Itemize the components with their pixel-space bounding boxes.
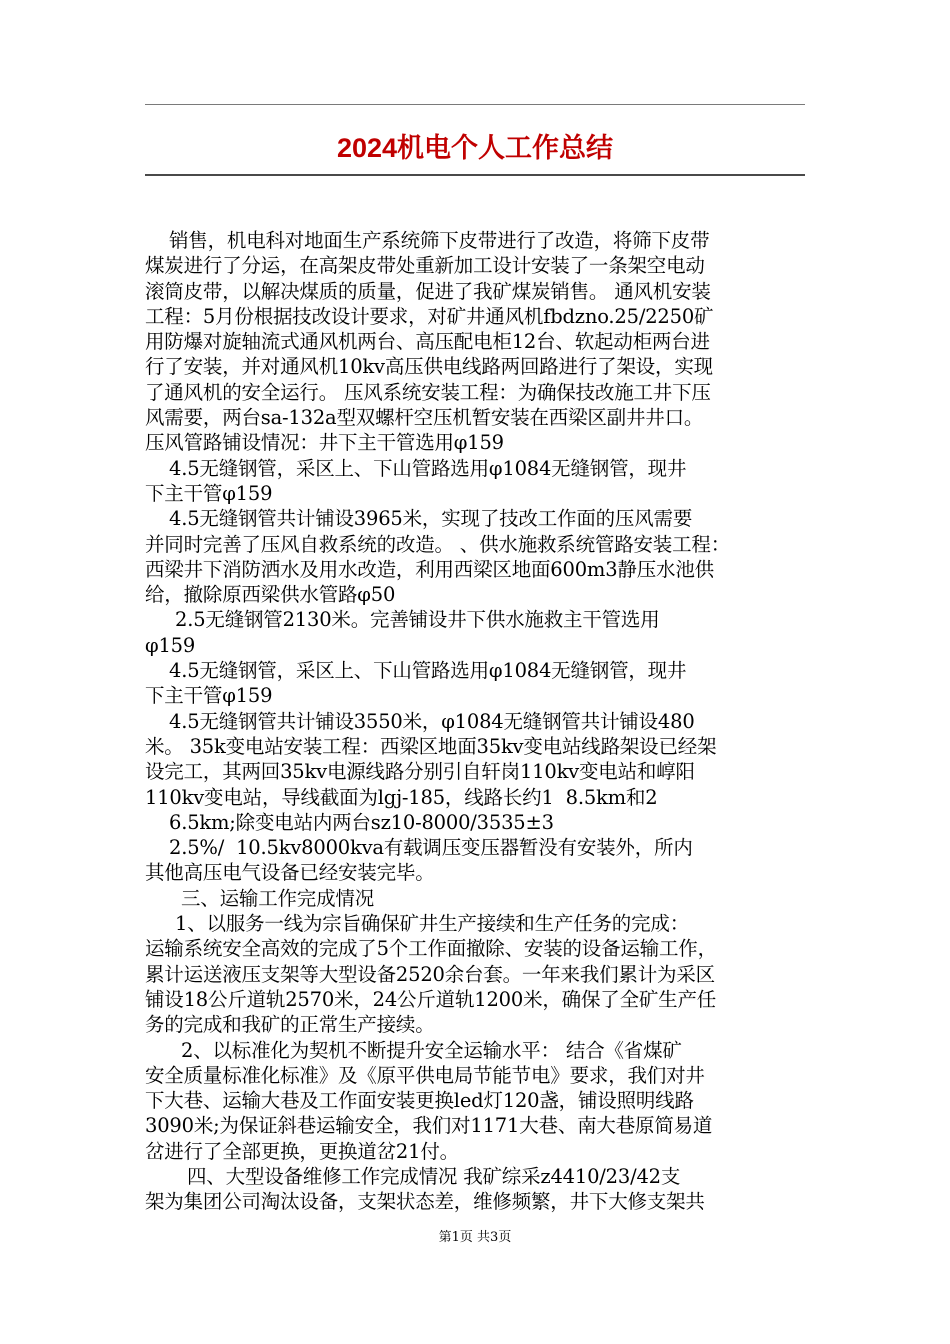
body-line: 给，撤除原西梁供水管路φ50: [145, 583, 396, 607]
body-line: 四、大型设备维修工作完成情况 我矿综采z4410/23/42支: [145, 1164, 681, 1188]
body-line: 4.5无缝钢管，采区上、下山管路选用φ1084无缝钢管，现井: [145, 456, 687, 480]
body-line: 滚筒皮带，以解决煤质的质量，促进了我矿煤炭销售。 通风机安装: [145, 279, 711, 303]
body-line: 米。 35k变电站安装工程：西梁区地面35kv变电站线路架设已经架: [145, 734, 717, 758]
body-line: 压风管路铺设情况：井下主干管选用φ159: [145, 431, 504, 455]
body-line: 3090米;为保证斜巷运输安全，我们对1171大巷、南大巷原简易道: [145, 1114, 713, 1138]
body-line: 岔进行了全部更换，更换道岔21付。: [145, 1139, 459, 1163]
body-line: 并同时完善了压风自救系统的改造。 、供水施救系统管路安装工程：: [145, 532, 730, 556]
body-line: 累计运送液压支架等大型设备2520余台套。一年来我们累计为采区: [145, 962, 715, 986]
body-line: 西梁井下消防洒水及用水改造，利用西梁区地面600m3静压水池供: [145, 557, 714, 581]
body-line: 行了安装，并对通风机10kv高压供电线路两回路进行了架设，实现: [145, 355, 713, 379]
body-line: 煤炭进行了分运，在高架皮带处重新加工设计安装了一条架空电动: [145, 254, 705, 278]
body-line: φ159: [145, 633, 196, 657]
body-line: 110kv变电站，导线截面为lgj-185，线路长约1 8.5km和2: [145, 785, 658, 809]
body-line: 4.5无缝钢管共计铺设3550米，φ1084无缝钢管共计铺设480: [145, 709, 695, 733]
body-line: 务的完成和我矿的正常生产接续。: [145, 1013, 435, 1037]
body-line: 用防爆对旋轴流式通风机两台、高压配电柜12台、软起动柜两台进: [145, 330, 710, 354]
body-line: 下大巷、运输大巷及工作面安装更换led灯120盏，铺设照明线路: [145, 1089, 694, 1113]
body-line: 架为集团公司淘汰设备，支架状态差，维修频繁，井下大修支架共: [145, 1190, 705, 1214]
body-line: 风需要，两台sa-132a型双螺杆空压机暂安装在西梁区副井井口。: [145, 406, 704, 430]
body-line: 2、以标准化为契机不断提升安全运输水平： 结合《省煤矿: [145, 1038, 682, 1062]
body-line: 销售，机电科对地面生产系统筛下皮带进行了改造，将筛下皮带: [145, 229, 710, 252]
body-line: 了通风机的安全运行。 压风系统安装工程：为确保技改施工井下压: [145, 380, 711, 404]
body-line: 三、运输工作完成情况: [145, 886, 374, 910]
body-line: 4.5无缝钢管，采区上、下山管路选用φ1084无缝钢管，现井: [145, 659, 687, 683]
body-line: 下主干管φ159: [145, 684, 273, 708]
body-line: 2.5%/ 10.5kv8000kva有载调压变压器暂没有安装外，所内: [145, 836, 693, 860]
body-line: 设完工，其两回35kv电源线路分别引自轩岗110kv变电站和崞阳: [145, 760, 695, 784]
document-title: 2024机电个人工作总结: [336, 133, 614, 163]
body-line: 下主干管φ159: [145, 481, 273, 505]
body-line: 工程：5月份根据技改设计要求，对矿井通风机fbdzno.25/2250矿: [145, 304, 714, 328]
body-line: 6.5km;除变电站内两台sz10-8000/3535±3: [145, 810, 554, 834]
body-line: 铺设18公斤道轨2570米，24公斤道轨1200米，确保了全矿生产任: [145, 987, 717, 1011]
body-line: 安全质量标准化标准》及《原平供电局节能节电》要求，我们对井: [145, 1063, 705, 1087]
body-line: 运输系统安全高效的完成了5个工作面撤除、安装的设备运输工作，: [145, 937, 717, 961]
body-line: 其他高压电气设备已经安装完毕。: [145, 861, 435, 885]
document-body: [145, 228, 810, 1215]
body-line: 2.5无缝钢管2130米。完善铺设井下供水施救主干管选用: [145, 608, 660, 632]
body-line: 4.5无缝钢管共计铺设3965米，实现了技改工作面的压风需要: [145, 507, 693, 531]
page-footer: 第1页 共3页: [438, 1230, 512, 1245]
header-rule-bottom: [145, 174, 805, 176]
body-line: 1、以服务一线为宗旨确保矿井生产接续和生产任务的完成：: [145, 912, 689, 936]
header-rule-top: [145, 104, 805, 105]
